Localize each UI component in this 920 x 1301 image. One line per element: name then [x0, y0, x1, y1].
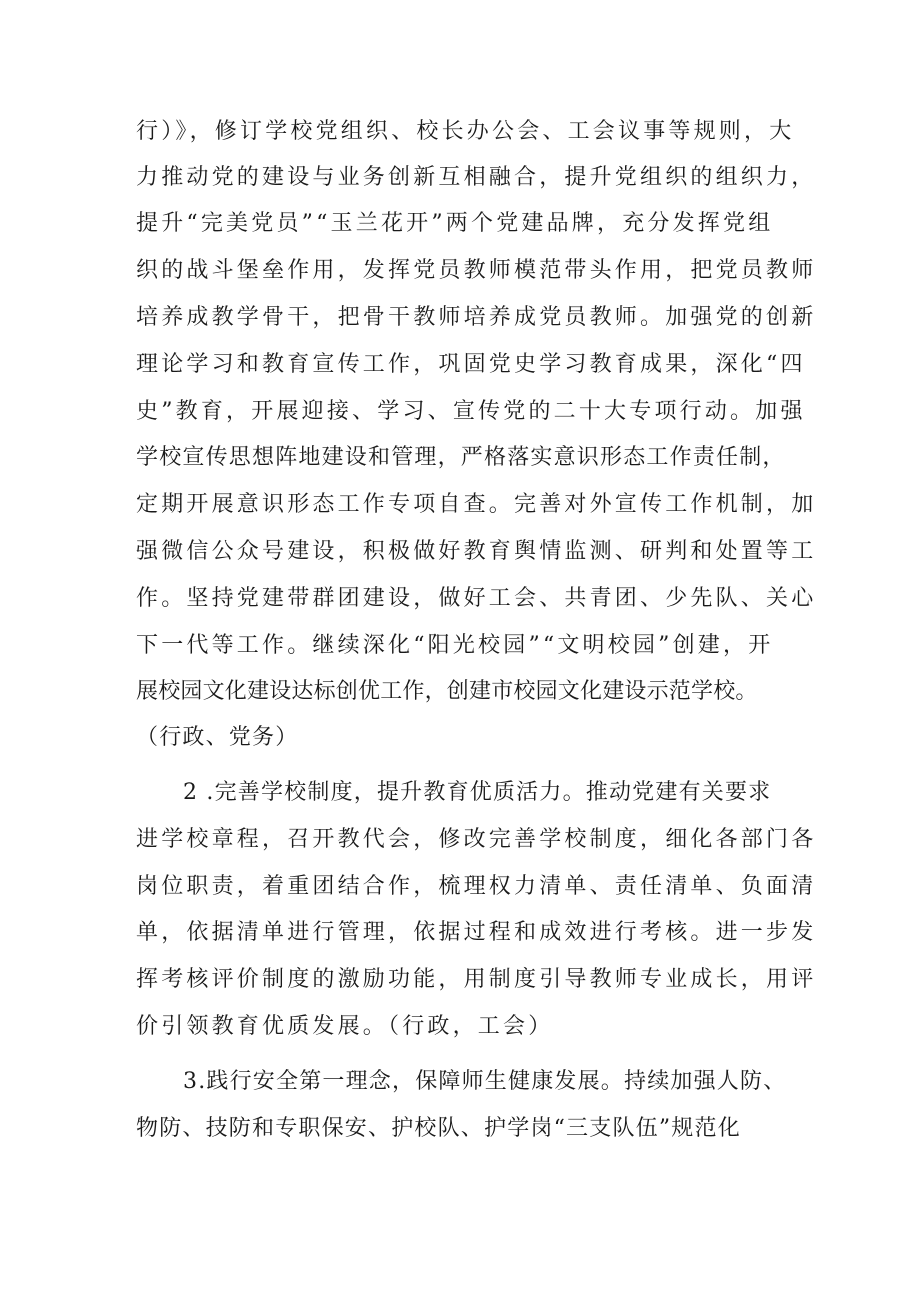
- text-line: 物防、技防和专职保安、护校队、护学岗“三支队伍”规范化: [136, 1116, 741, 1141]
- text-line: 织的战斗堡垒作用，发挥党员教师模范带头作用，把党员教师: [136, 258, 817, 283]
- text-line: 学校宣传思想阵地建设和管理，严格落实意识形态工作责任制，: [136, 445, 786, 470]
- text-line: 提升“完美党员”“玉兰花开”两个党建品牌，充分发挥党组: [136, 211, 774, 236]
- text-line: 强微信公众号建设，积极做好教育舆情监测、研判和处置等工: [136, 539, 817, 564]
- text-line: 作。坚持党建带群团建设，做好工会、共青团、少先队、关心: [136, 586, 817, 611]
- text-line: 下一代等工作。继续深化“阳光校园”“文明校园”创建，开: [136, 633, 774, 658]
- text-line: 单，依据清单进行管理，依据过程和成效进行考核。进一步发: [136, 920, 817, 945]
- text-line: 定期开展意识形态工作专项自查。完善对外宣传工作机制，加: [136, 492, 817, 517]
- text-line: 培养成教学骨干，把骨干教师培养成党员教师。加强党的创新: [136, 305, 817, 330]
- text-line: 挥考核评价制度的激励功能，用制度引导教师专业成长，用评: [136, 967, 817, 992]
- text-line: 理论学习和教育宣传工作，巩固党史学习教育成果，深化“四: [136, 352, 806, 377]
- text-line: 2 .完善学校制度，提升教育优质活力。推动党建有关要求: [183, 780, 772, 805]
- text-line: 岗位职责，着重团结合作，梳理权力清单、责任清单、负面清: [136, 874, 817, 899]
- text-line: 展校园文化建设达标创优工作，创建市校园文化建设示范学校。: [136, 679, 758, 704]
- text-line: 3.践行安全第一理念，保障师生健康发展。持续加强人防、: [183, 1069, 787, 1094]
- text-line: 进学校章程，召开教代会，修改完善学校制度，细化各部门各: [136, 827, 817, 852]
- text-line: 行）》，修订学校党组织、校长办公会、工会议事等规则，大: [136, 119, 795, 144]
- text-line: 力推动党的建设与业务创新互相融合，提升党组织的组织力，: [136, 165, 817, 190]
- text-line: 史”教育，开展迎接、学习、宣传党的二十大专项行动。加强: [136, 399, 806, 424]
- text-line: 价引领教育优质发展。（行政，工会）: [136, 1014, 554, 1039]
- text-line: （行政、党务）: [136, 725, 299, 750]
